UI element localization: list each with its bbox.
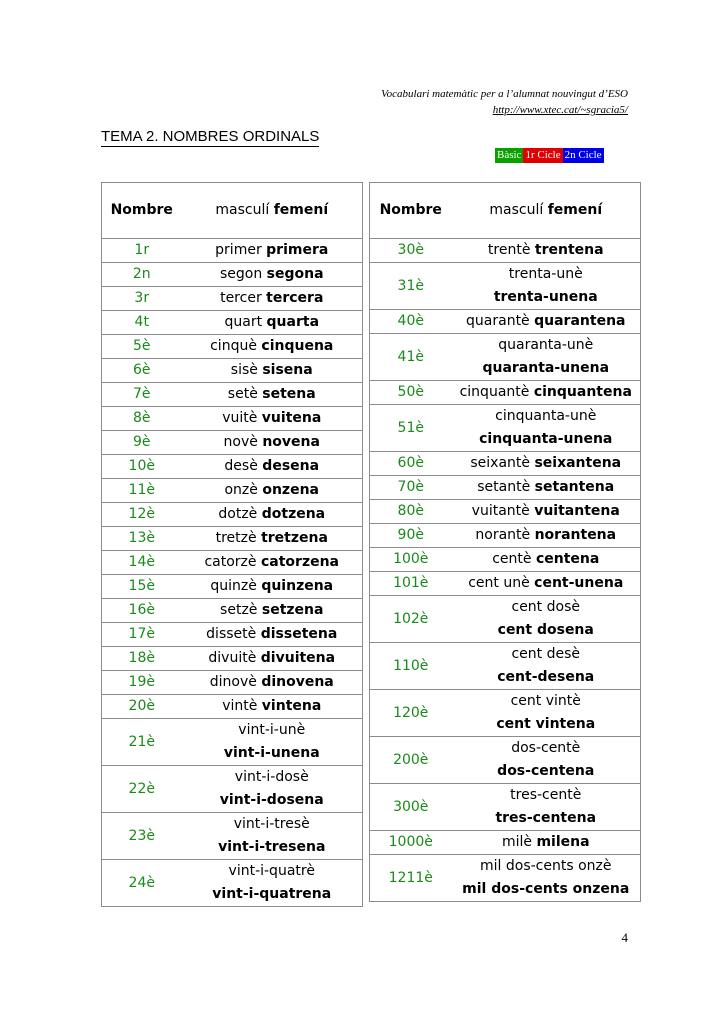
table-row [102, 311, 363, 335]
table-row [102, 599, 363, 623]
feminine-form: dinovena [261, 674, 334, 690]
masculine-form: quart [224, 314, 263, 330]
masculine-form: cinquè [210, 338, 257, 354]
masculine-form: divuitè [208, 650, 257, 666]
ordinal-number: 11è [102, 479, 182, 503]
ordinal-number: 102è [370, 596, 452, 643]
table-row [102, 431, 363, 455]
ordinal-number: 16è [102, 599, 182, 623]
feminine-form: onzena [262, 482, 319, 498]
feminine-form: tres-centena [452, 807, 641, 831]
feminine-form: setantena [534, 479, 615, 495]
ordinal-number: 100è [370, 548, 452, 572]
feminine-form: vint-i-tresena [182, 836, 363, 860]
feminine-form: vint-i-unena [182, 742, 363, 766]
masculine-form: cinquanta-unè [495, 408, 597, 424]
badge-first-cycle: 1r Cicle [525, 149, 561, 161]
table-row [102, 407, 363, 431]
feminine-form: quaranta-unena [452, 357, 641, 381]
masculine-form: dotzè [218, 506, 258, 522]
table-row [370, 572, 641, 596]
ordinals-table-left [101, 182, 363, 907]
table-row [370, 452, 641, 476]
ordinal-forms [182, 359, 363, 383]
ordinal-forms [452, 476, 641, 500]
table-row [102, 766, 363, 790]
masculine-form: primer [215, 242, 262, 258]
feminine-form: cinquanta-unena [452, 428, 641, 452]
feminine-form: cinquena [261, 338, 334, 354]
ordinal-forms [182, 575, 363, 599]
masculine-form: cent dosè [511, 599, 580, 615]
ordinal-number: 6è [102, 359, 182, 383]
table-row [102, 383, 363, 407]
masculine-form: centè [492, 551, 532, 567]
table-row [370, 405, 641, 429]
table-row [102, 551, 363, 575]
ordinal-forms [182, 623, 363, 647]
feminine-form: cent vintena [452, 713, 641, 737]
table-row [102, 813, 363, 837]
feminine-form: norantena [534, 527, 617, 543]
ordinal-number: 8è [102, 407, 182, 431]
ordinal-forms [182, 455, 363, 479]
ordinal-number: 7è [102, 383, 182, 407]
masculine-form: sisè [230, 362, 258, 378]
masculine-form: segon [219, 266, 263, 282]
ordinal-forms [182, 407, 363, 431]
ordinal-number: 3r [102, 287, 182, 311]
ordinal-number: 110è [370, 643, 452, 690]
ordinal-number: 1211è [370, 855, 452, 902]
masculine-form: desè [224, 458, 258, 474]
feminine-form: dotzena [261, 506, 326, 522]
ordinal-number: 90è [370, 524, 452, 548]
ordinal-number: 120è [370, 690, 452, 737]
feminine-form: segona [266, 266, 324, 282]
table-row [370, 784, 641, 808]
page-title: TEMA 2. NOMBRES ORDINALS [101, 128, 320, 145]
ordinal-number: 1r [102, 239, 182, 263]
ordinal-number: 200è [370, 737, 452, 784]
masculine-form: trenta-unè [508, 266, 583, 282]
ordinal-number: 2n [102, 263, 182, 287]
table-row [370, 855, 641, 879]
ordinal-number: 70è [370, 476, 452, 500]
ordinal-number: 4t [102, 311, 182, 335]
masculine-form: onzè [224, 482, 258, 498]
feminine-form: trenta-unena [452, 286, 641, 310]
masculine-form: milè [501, 834, 532, 850]
feminine-form: tercera [266, 290, 324, 306]
feminine-form: vintena [261, 698, 322, 714]
feminine-form: vint-i-dosena [182, 789, 363, 813]
feminine-form: cent-unena [534, 575, 624, 591]
ordinal-number: 31è [370, 263, 452, 310]
masculine-form: cinquantè [459, 384, 530, 400]
masculine-form: novè [223, 434, 258, 450]
masculine-form: setantè [477, 479, 531, 495]
ordinal-forms [452, 500, 641, 524]
table-row [102, 695, 363, 719]
table-row [370, 381, 641, 405]
masculine-form: tercer [220, 290, 262, 306]
masculine-form: tretzè [215, 530, 257, 546]
feminine-form: primera [266, 242, 329, 258]
masculine-form: norantè [475, 527, 531, 543]
ordinal-number: 5è [102, 335, 182, 359]
feminine-form: milena [536, 834, 590, 850]
column-header-forms: masculí femení [182, 183, 363, 239]
feminine-form: tretzena [261, 530, 328, 546]
table-row [370, 524, 641, 548]
table-row [370, 737, 641, 761]
feminine-form: dissetena [260, 626, 338, 642]
ordinal-number: 9è [102, 431, 182, 455]
masculine-form: dos-centè [511, 740, 581, 756]
table-row [370, 239, 641, 263]
badge-second-cycle: 2n Cicle [564, 149, 602, 161]
table-row [102, 860, 363, 884]
ordinal-number: 30è [370, 239, 452, 263]
masculine-form: quaranta-unè [498, 337, 594, 353]
ordinal-forms [452, 452, 641, 476]
table-row [102, 647, 363, 671]
ordinal-forms [182, 431, 363, 455]
table-row [102, 455, 363, 479]
ordinal-number: 23è [102, 813, 182, 860]
feminine-form: vint-i-quatrena [182, 883, 363, 907]
masculine-form: dinovè [209, 674, 257, 690]
feminine-form: vuitena [261, 410, 322, 426]
feminine-form: quarta [266, 314, 320, 330]
ordinal-number: 19è [102, 671, 182, 695]
ordinal-number: 80è [370, 500, 452, 524]
ordinal-number: 18è [102, 647, 182, 671]
table-row [370, 831, 641, 855]
feminine-form: quinzena [261, 578, 334, 594]
ordinal-forms [182, 479, 363, 503]
ordinal-forms [182, 503, 363, 527]
column-header-nombre: Nombre [370, 183, 452, 239]
masculine-form: vint-i-tresè [233, 816, 310, 832]
header-url[interactable]: http://www.xtec.cat/~sgracia5/ [492, 104, 628, 116]
ordinal-number: 17è [102, 623, 182, 647]
masculine-form: setè [227, 386, 258, 402]
ordinal-forms [452, 572, 641, 596]
feminine-form: vuitantena [534, 503, 620, 519]
masculine-form: vuitè [222, 410, 258, 426]
ordinal-number: 51è [370, 405, 452, 452]
ordinal-forms [452, 381, 641, 405]
table-header-row [102, 183, 363, 239]
table-row [370, 476, 641, 500]
feminine-form: catorzena [260, 554, 340, 570]
ordinal-forms [182, 695, 363, 719]
document-header [381, 86, 628, 118]
masculine-form: tres-centè [510, 787, 582, 803]
table-row [370, 500, 641, 524]
table-row [102, 719, 363, 743]
ordinal-forms [452, 548, 641, 572]
ordinal-forms [182, 599, 363, 623]
table-row [102, 239, 363, 263]
masculine-form: cent unè [468, 575, 530, 591]
feminine-form: cent dosena [452, 619, 641, 643]
badge-basic: Bàsic [497, 149, 522, 161]
ordinal-forms [452, 310, 641, 334]
table-row [370, 596, 641, 620]
table-row [370, 334, 641, 358]
level-badges [495, 148, 604, 163]
masculine-form: quarantè [466, 313, 530, 329]
ordinal-number: 41è [370, 334, 452, 381]
feminine-form: quarantena [534, 313, 626, 329]
feminine-form: desena [262, 458, 320, 474]
masculine-form: vint-i-unè [238, 722, 306, 738]
page-number: 4 [621, 930, 628, 945]
column-header-nombre: Nombre [102, 183, 182, 239]
masculine-form: setzè [220, 602, 258, 618]
ordinal-number: 101è [370, 572, 452, 596]
table-header-row [370, 183, 641, 239]
ordinal-number: 22è [102, 766, 182, 813]
feminine-form: cinquantena [533, 384, 632, 400]
table-row [102, 623, 363, 647]
feminine-form: trentena [534, 242, 604, 258]
ordinal-number: 1000è [370, 831, 452, 855]
masculine-form: quinzè [210, 578, 257, 594]
feminine-form: centena [535, 551, 600, 567]
ordinal-number: 300è [370, 784, 452, 831]
column-header-forms: masculí femení [452, 183, 641, 239]
table-row [370, 690, 641, 714]
feminine-form: sisena [262, 362, 313, 378]
table-row [102, 575, 363, 599]
table-row [102, 335, 363, 359]
table-row [102, 503, 363, 527]
ordinal-number: 15è [102, 575, 182, 599]
feminine-form: setzena [261, 602, 324, 618]
feminine-form: seixantena [534, 455, 622, 471]
ordinal-number: 10è [102, 455, 182, 479]
ordinal-forms [182, 527, 363, 551]
feminine-form: setena [262, 386, 316, 402]
table-row [102, 671, 363, 695]
masculine-form: trentè [487, 242, 531, 258]
table-row [102, 263, 363, 287]
ordinal-forms [182, 335, 363, 359]
masculine-form: catorzè [204, 554, 257, 570]
table-row [370, 263, 641, 287]
table-row [102, 527, 363, 551]
ordinal-number: 21è [102, 719, 182, 766]
feminine-form: mil dos-cents onzena [452, 878, 641, 902]
masculine-form: dissetè [206, 626, 257, 642]
ordinal-forms [182, 383, 363, 407]
ordinal-forms [182, 311, 363, 335]
ordinal-forms [182, 551, 363, 575]
ordinal-number: 24è [102, 860, 182, 907]
ordinal-number: 50è [370, 381, 452, 405]
table-row [102, 359, 363, 383]
feminine-form: dos-centena [452, 760, 641, 784]
ordinal-forms [452, 831, 641, 855]
ordinal-number: 13è [102, 527, 182, 551]
ordinal-forms [452, 239, 641, 263]
masculine-form: vint-i-dosè [234, 769, 309, 785]
masculine-form: seixantè [470, 455, 530, 471]
masculine-form: vint-i-quatrè [228, 863, 315, 879]
ordinal-forms [182, 287, 363, 311]
feminine-form: divuitena [260, 650, 336, 666]
ordinal-forms [182, 239, 363, 263]
ordinal-number: 60è [370, 452, 452, 476]
ordinal-forms [182, 263, 363, 287]
ordinal-number: 14è [102, 551, 182, 575]
masculine-form: mil dos-cents onzè [480, 858, 612, 874]
ordinals-table-right [369, 182, 641, 902]
ordinal-number: 12è [102, 503, 182, 527]
masculine-form: cent desè [511, 646, 581, 662]
ordinal-number: 20è [102, 695, 182, 719]
table-row [370, 643, 641, 667]
masculine-form: vintè [222, 698, 258, 714]
table-row [370, 310, 641, 334]
masculine-form: cent vintè [510, 693, 581, 709]
table-row [370, 548, 641, 572]
table-row [102, 287, 363, 311]
ordinal-forms [182, 671, 363, 695]
feminine-form: cent-desena [452, 666, 641, 690]
ordinal-forms [182, 647, 363, 671]
table-row [102, 479, 363, 503]
ordinal-forms [452, 524, 641, 548]
header-subtitle: Vocabulari matemàtic per a l’alumnat nouvingut d’ESO [381, 88, 628, 100]
ordinal-number: 40è [370, 310, 452, 334]
feminine-form: novena [262, 434, 320, 450]
masculine-form: vuitantè [471, 503, 530, 519]
